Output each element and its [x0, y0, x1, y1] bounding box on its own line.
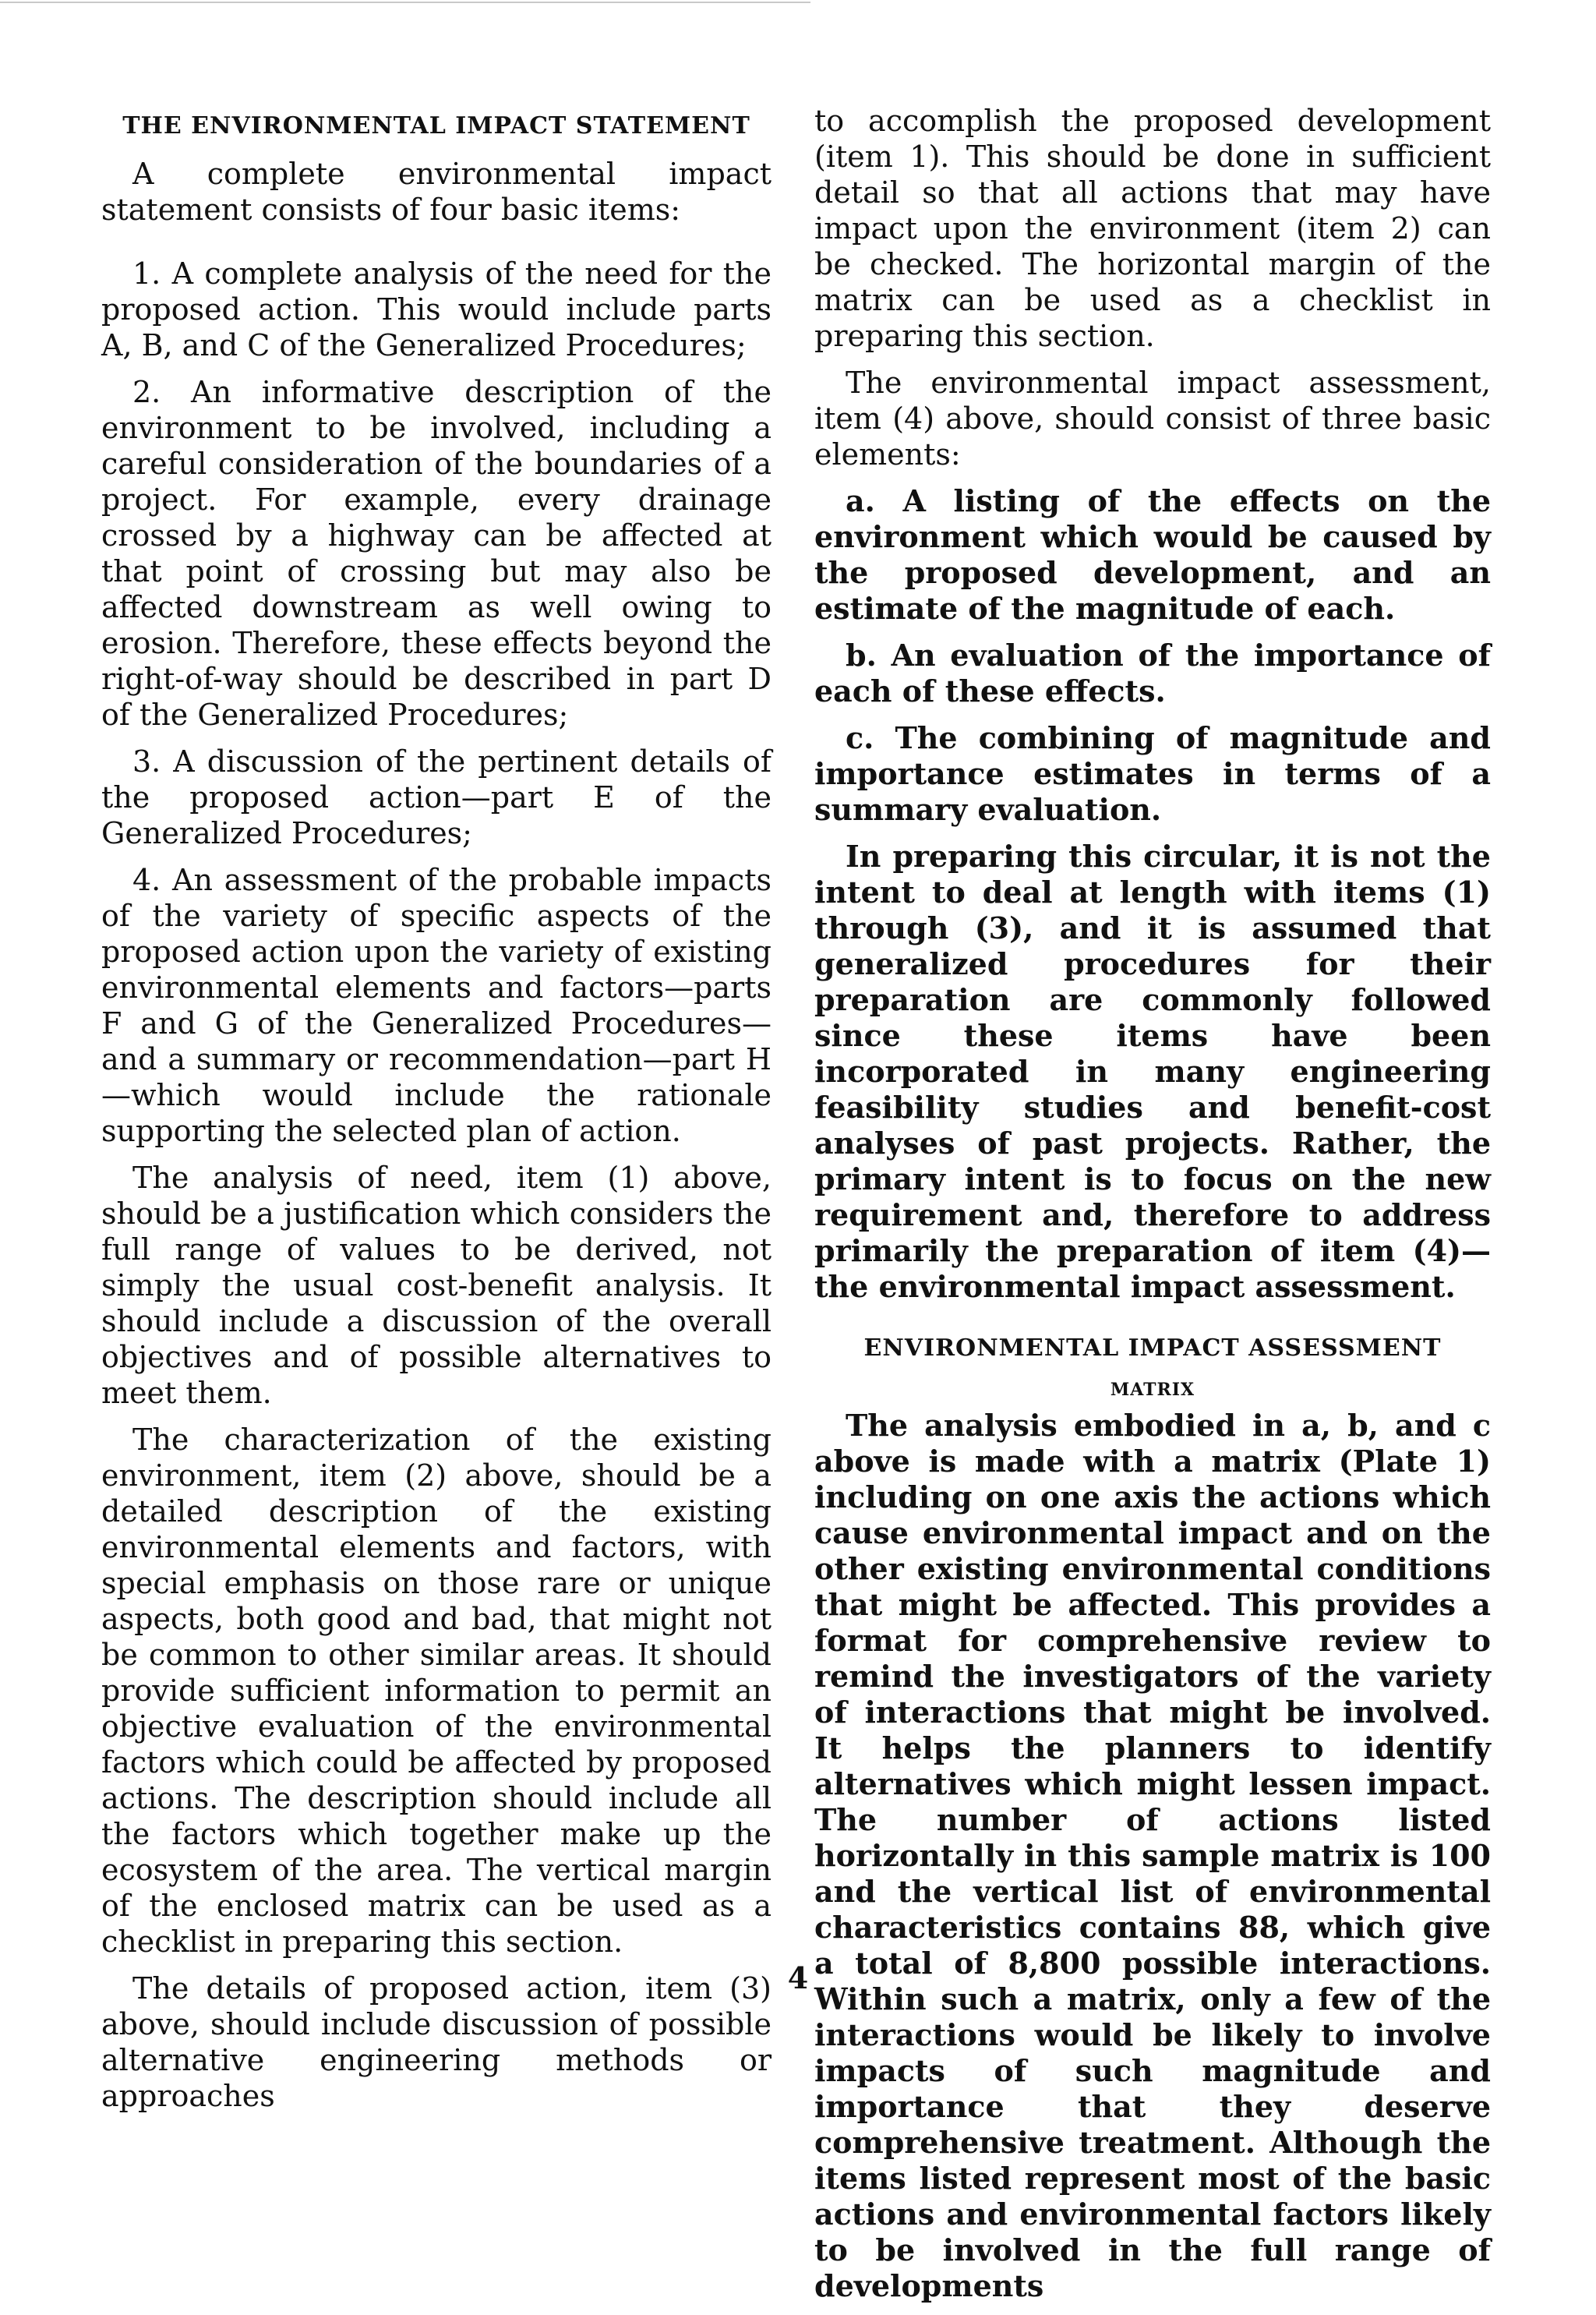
paragraph-need: The analysis of need, item (1) above, should be a justification which considers the full range of values to be derived, not simply the usual cost-benefit analysis. It should include a discussion of the overall objectives and of possible alternatives to meet them.	[101, 1161, 772, 1410]
page-number: 4	[787, 1960, 809, 1995]
list-item: 3. A discussion of the pertinent details of the proposed action—part E of the Generalized Procedures;	[101, 744, 772, 850]
element-a: a. A listing of the effects on the environment which would be caused by the proposed development, and an estimate of the magnitude of each.	[814, 483, 1491, 626]
subheading-matrix: MATRIX	[1110, 1380, 1195, 1400]
paragraph-details-continued: to accomplish the proposed development (item 1). This should be done in sufficient detail so that all actions that may have impact upon the environment (item 2) can be checked. The horizontal margin of the matrix can be used as a checklist in preparing this section.	[814, 104, 1491, 353]
intro-paragraph: A complete environmental impact statement consists of four basic items:	[101, 157, 772, 227]
paragraph-characterization: The characterization of the existing environment, item (2) above, should be a detailed description of the existing environmental elements and factors, with special emphasis on those rare or unique aspects, both good and bad, that might not be common to other similar areas. It should provide sufficient information to permit an objective evaluation of the environmental factors which could be affected by proposed actions. The description should include all the factors which together make up the ecosystem of the area. The vertical margin of the enclosed matrix can be used as a checklist in preparing this section.	[101, 1423, 772, 1959]
paragraph-matrix: The analysis embodied in a, b, and c above is made with a matrix (Plate 1) including on one axis the actions which cause environmental impact and on the other existing environmental conditions that might be affected. This provides a format for comprehensive review to remind the investigators of the variety of interactions that might be involved. It helps the planners to identify alternatives which might lessen impact. The number of actions listed horizontally in this sample matrix is 100 and the vertical list of environmental characteristics contains 88, which give a total of 8,800 possible interactions. Within such a matrix, only a few of the interactions would be likely to involve impacts of such magnitude and importance that they deserve comprehensive treatment. Although the items listed represent most of the basic actions and environmental factors likely to be involved in the full range of developments	[814, 1408, 1491, 2303]
left-column	[101, 103, 772, 2125]
paragraph-details: The details of proposed action, item (3) above, should include discussion of possible alternative engineering methods or approaches	[101, 1971, 772, 2113]
paragraph-assessment: The environmental impact assessment, item (4) above, should consist of three basic elements:	[814, 366, 1491, 472]
list-item: 4. An assessment of the probable impacts of the variety of specific aspects of the proposed action upon the variety of existing environmental elements and factors—parts F and G of the Generalized Procedures—and a summary or recommendation—part H—which would include the rationale supporting the selected plan of action.	[101, 863, 772, 1148]
paragraph-intent: In preparing this circular, it is not the intent to deal at length with items (1) through (3), and it is assumed that generalized procedures for their preparation are commonly followed since these items have been incorporated in many engineering feasibility studies and benefit-cost analyses of past projects. Rather, the primary intent is to focus on the new requirement and, therefore to address primarily the preparation of item (4)—the environmental impact assessment.	[814, 839, 1491, 1304]
section-heading-assessment: ENVIRONMENTAL IMPACT ASSESSMENT	[863, 1334, 1442, 1362]
list-item: 2. An informative description of the environment to be involved, including a careful consideration of the boundaries of a project. For example, every drainage crossed by a highway can be affected at that point of crossing but may also be affected downstream as well owing to erosion. Therefore, these effects beyond the right-of-way should be described in part D of the Generalized Procedures;	[101, 375, 772, 732]
section-heading: THE ENVIRONMENTAL IMPACT STATEMENT	[122, 112, 750, 140]
element-c: c. The combining of magnitude and importance estimates in terms of a summary evaluation.	[814, 720, 1491, 827]
element-b: b. An evaluation of the importance of each of these effects.	[814, 638, 1491, 709]
list-item: 1. A complete analysis of the need for the proposed action. This would include parts A, B, and C of the Generalized Procedures;	[101, 256, 772, 362]
top-rule	[0, 2, 810, 3]
